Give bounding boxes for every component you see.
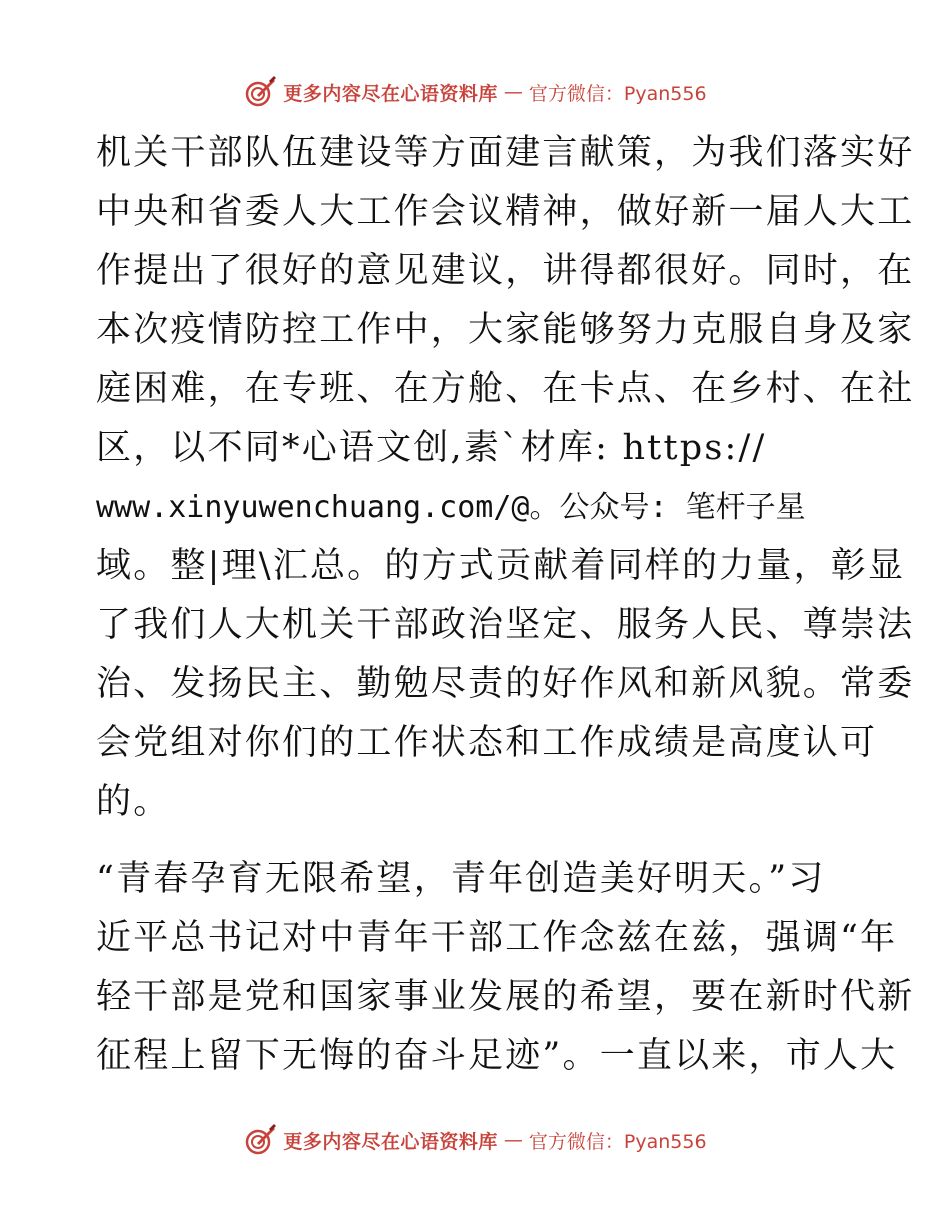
paragraph-1	[96, 124, 915, 832]
text-line: 了我们人大机关干部政治坚定、服务人民、尊崇法	[96, 605, 915, 645]
paragraph-spacer	[96, 832, 856, 850]
text-line: 征程上留下无悔的奋斗足迹”。一直以来，市人大	[96, 1036, 898, 1076]
header-watermark	[0, 72, 950, 112]
quill-logo-icon	[243, 75, 277, 109]
text-line: 轻干部是党和国家事业发展的希望，要在新时代新	[96, 977, 915, 1017]
quill-logo-icon	[243, 1123, 277, 1157]
paragraph-2	[96, 850, 915, 1086]
watermark-contact: 官方微信：Pyan556	[528, 82, 707, 105]
text-line: 中央和省委人大工作会议精神，做好新一届人大工	[96, 192, 915, 232]
text-line: 区，以不同*心语文创,素`材库: https://	[96, 428, 767, 468]
text-line: 会党组对你们的工作状态和工作成绩是高度认可	[96, 723, 878, 763]
watermark-dash: —	[503, 1129, 523, 1151]
watermark-contact: 官方微信：Pyan556	[528, 1130, 707, 1153]
text-line: 治、发扬民主、勤勉尽责的好作风和新风貌。常委	[96, 664, 915, 704]
document-body	[96, 124, 915, 1086]
watermark-title: 更多内容尽在心语资料库	[283, 82, 498, 105]
footer-watermark	[0, 1120, 950, 1160]
text-line: 机关干部队伍建设等方面建言献策，为我们落实好	[96, 133, 915, 173]
text-line: 的。	[96, 782, 171, 822]
watermark-dash: —	[503, 81, 523, 103]
text-line: 域。整|理\汇总。的方式贡献着同样的力量，彰显	[96, 546, 906, 586]
text-line: 作提出了很好的意见建议，讲得都很好。同时，在	[96, 251, 915, 291]
text-line: 本次疫情防控工作中，大家能够努力克服自身及家	[96, 310, 915, 350]
text-line-url: www.xinyuwenchuang.com/@。公众号: 笔杆子星	[96, 490, 806, 525]
watermark-title: 更多内容尽在心语资料库	[283, 1130, 498, 1153]
text-line: 庭困难，在专班、在方舱、在卡点、在乡村、在社	[96, 369, 915, 409]
text-line: 近平总书记对中青年干部工作念兹在兹，强调“年	[96, 918, 898, 958]
text-line: “青春孕育无限希望，青年创造美好明天。”习	[96, 859, 826, 899]
